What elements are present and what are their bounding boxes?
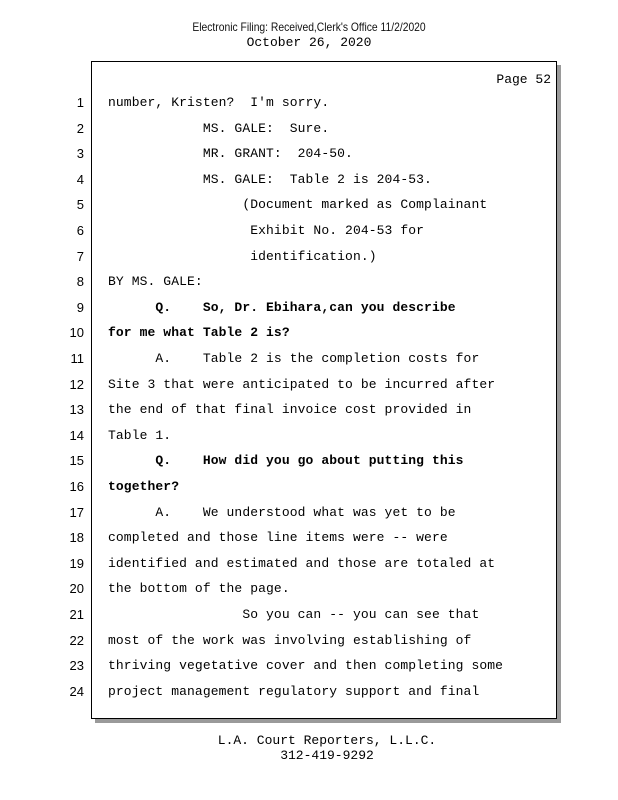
transcript-line: number, Kristen? I'm sorry. [108,95,330,110]
line-number: 8 [76,274,84,289]
document-date: October 26, 2020 [246,35,372,50]
transcript-line: the end of that final invoice cost provided in [108,402,472,417]
filing-stamp: Electronic Filing: Received,Clerk's Office 11/2/2020 [192,20,426,34]
line-number: 9 [76,300,84,315]
transcript-line: completed and those line items were -- were [108,530,448,545]
transcript-line: thriving vegetative cover and then completing some [108,658,504,673]
line-number: 18 [69,530,84,545]
line-number: 16 [69,479,84,494]
line-number: 7 [76,249,84,264]
transcript-line: identified and estimated and those are totaled at [108,556,496,571]
line-number: 21 [69,607,84,622]
page-number: Page 52 [496,72,551,87]
reporter-phone: 312-419-9292 [280,748,374,763]
transcript-line: A. Table 2 is the completion costs for [108,351,480,366]
transcript-line: for me what Table 2 is? [108,325,290,340]
transcript-line: together? [108,479,180,494]
line-number: 17 [69,505,84,520]
transcript-line: Q. So, Dr. Ebihara,can you describe [108,300,456,315]
transcript-line: Exhibit No. 204-53 for [108,223,425,238]
transcript-line: MS. GALE: Table 2 is 204-53. [108,172,432,187]
transcript-line: Site 3 that were anticipated to be incurred after [108,377,496,392]
transcript-line: So you can -- you can see that [108,607,480,622]
line-number: 23 [69,658,84,673]
line-number: 15 [69,453,84,468]
transcript-line: MS. GALE: Sure. [108,121,330,136]
transcript-line: (Document marked as Complainant [108,197,488,212]
line-number: 19 [69,556,84,571]
line-number: 4 [76,172,84,187]
transcript-line: most of the work was involving establishing of [108,633,472,648]
reporter-footer [0,733,618,763]
line-number: 11 [70,351,84,366]
transcript-line: the bottom of the page. [108,581,290,596]
line-number: 12 [69,377,84,392]
reporter-company: L.A. Court Reporters, L.L.C. [217,733,437,748]
transcript-line: A. We understood what was yet to be [108,505,456,520]
line-number: 5 [76,197,84,212]
transcript-line: project management regulatory support and final [108,684,480,699]
line-number: 1 [76,95,84,110]
transcript-line: Table 1. [108,428,172,443]
line-number: 10 [69,325,84,340]
line-number: 20 [69,581,84,596]
transcript-line: BY MS. GALE: [108,274,203,289]
line-number: 13 [69,402,84,417]
line-number: 3 [76,146,84,161]
transcript-line: Q. How did you go about putting this [108,453,464,468]
line-number: 22 [69,633,84,648]
line-number: 6 [76,223,84,238]
line-number: 24 [69,684,84,699]
line-number: 14 [69,428,84,443]
transcript-line: identification.) [108,249,377,264]
line-number: 2 [76,121,84,136]
transcript-line: MR. GRANT: 204-50. [108,146,353,161]
